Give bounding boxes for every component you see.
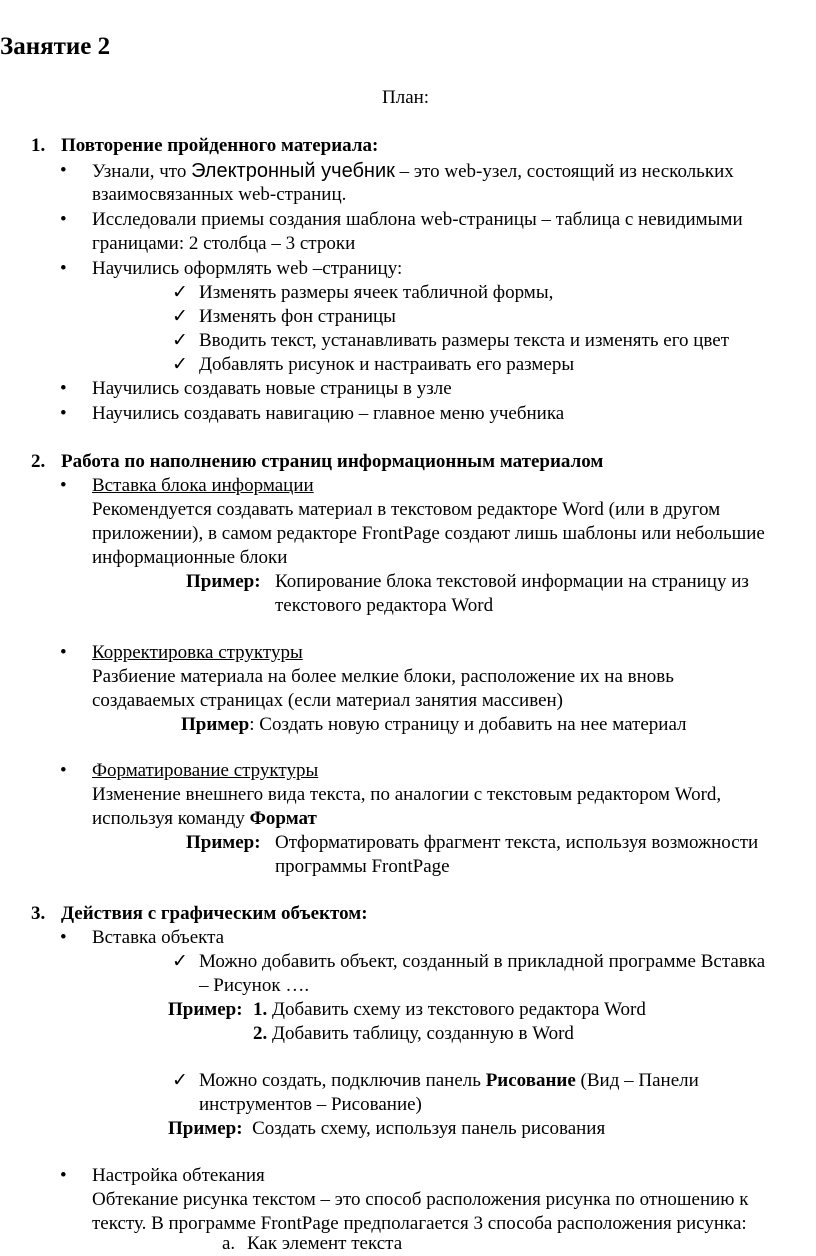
- section-3-number: 3.: [31, 903, 46, 924]
- text-part: используя команду: [92, 808, 250, 829]
- section-3-item-2-title: Настройка обтекания: [92, 1165, 265, 1186]
- bullet-icon: •: [60, 760, 67, 781]
- section-2-heading: Работа по наполнению страниц информационным материалом: [61, 451, 604, 472]
- step-text: Добавить таблицу, созданную в Word: [267, 1023, 574, 1044]
- section-3-item-1-title: Вставка объекта: [92, 927, 225, 948]
- example-label: Пример:: [186, 832, 261, 853]
- section-2-item-1-text: приложении), в самом редакторе FrontPage создают лишь шаблоны или небольшие: [92, 523, 765, 544]
- sub-item-marker: a.: [222, 1233, 236, 1254]
- section-1-bullet-2: Исследовали приемы создания шаблона web-страницы – таблица с невидимыми: [92, 209, 743, 230]
- sub-item-text: Как элемент текста: [247, 1233, 403, 1254]
- check-item: Добавлять рисунок и настраивать его размеры: [199, 354, 575, 375]
- example-line: [181, 713, 687, 737]
- section-3-heading: Действия с графическим объектом:: [61, 903, 368, 924]
- format-command: Формат: [249, 808, 317, 829]
- section-2-item-1-title: Вставка блока информации: [92, 475, 314, 496]
- check-item: Вводить текст, устанавливать размеры текста и изменять его цвет: [199, 330, 730, 351]
- text-part: Можно создать, подключив панель: [199, 1070, 486, 1091]
- example-step-1: [253, 998, 646, 1022]
- section-1-bullet-2-cont: границами: 2 столбца – 3 строки: [92, 233, 356, 254]
- term-electronic-textbook: Электронный учебник: [191, 160, 395, 182]
- bullet-icon: •: [60, 927, 67, 948]
- example-label: Пример: [181, 714, 250, 735]
- bullet-icon: •: [60, 642, 67, 663]
- bullet-icon: •: [60, 378, 67, 399]
- checkmark-icon: ✓: [172, 282, 188, 303]
- section-1-heading: Повторение пройденного материала:: [61, 135, 379, 156]
- check-item: [199, 1069, 699, 1093]
- step-text: Добавить схему из текстового редактора Word: [267, 999, 646, 1020]
- section-1-number: 1.: [31, 135, 46, 156]
- section-1-bullet-5: Научились создавать навигацию – главное меню учебника: [92, 403, 565, 424]
- example-text: Копирование блока текстовой информации на страницу из: [275, 571, 749, 592]
- section-1-bullet-1: [92, 159, 734, 184]
- check-item: Изменять размеры ячеек табличной формы,: [199, 282, 554, 303]
- section-2-item-3-text: [92, 807, 317, 831]
- bullet-icon: •: [60, 475, 67, 496]
- example-text: Создать схему, используя панель рисования: [242, 1118, 606, 1139]
- checkmark-icon: ✓: [172, 306, 188, 327]
- bullet-text: Узнали, что: [92, 161, 192, 182]
- section-2-item-3-text: Изменение внешнего вида текста, по аналогии с текстовым редактором Word,: [92, 784, 722, 805]
- bullet-icon: •: [60, 258, 67, 279]
- checkmark-icon: ✓: [172, 1070, 188, 1091]
- section-2-item-2-title: Корректировка структуры: [92, 642, 303, 663]
- section-2-item-1-text: Рекомендуется создавать материал в текстовом редакторе Word (или в другом: [92, 499, 721, 520]
- example-label: Пример:: [186, 571, 261, 592]
- section-2-item-3-title: Форматирование структуры: [92, 760, 319, 781]
- section-3-item-2-text: Обтекание рисунка текстом – это способ расположения рисунка по отношению к: [92, 1189, 749, 1210]
- section-2-item-2-text: создаваемых страницах (если материал занятия массивен): [92, 690, 564, 711]
- check-item: Можно добавить объект, созданный в прикладной программе Вставка: [199, 951, 766, 972]
- bullet-icon: •: [60, 1165, 67, 1186]
- section-2-item-2-text: Разбиение материала на более мелкие блоки, расположение их на вновь: [92, 666, 674, 687]
- example-text: : Создать новую страницу и добавить на нее материал: [249, 714, 687, 735]
- text-part: (Вид – Панели: [575, 1070, 699, 1091]
- plan-heading: План:: [382, 87, 430, 108]
- section-1-bullet-1-cont: взаимосвязанных web-страниц.: [92, 184, 347, 205]
- bullet-text: – это web-узел, состоящий из нескольких: [394, 161, 734, 182]
- example-step-2: [253, 1022, 574, 1046]
- example-text: программы FrontPage: [275, 856, 450, 877]
- check-item: Изменять фон страницы: [199, 306, 396, 327]
- page-title: Занятие 2: [0, 33, 111, 60]
- checkmark-icon: ✓: [172, 354, 188, 375]
- section-3-item-2-text: тексту. В программе FrontPage предполагается 3 способа расположения рисунка:: [92, 1213, 747, 1234]
- check-item-cont: – Рисунок ….: [199, 975, 310, 996]
- drawing-panel: Рисование: [485, 1070, 576, 1091]
- bullet-icon: •: [60, 209, 67, 230]
- example-label: Пример:: [168, 1118, 243, 1139]
- example-text: текстового редактора Word: [275, 595, 494, 616]
- example-label: Пример:: [168, 999, 243, 1020]
- section-2-number: 2.: [31, 451, 46, 472]
- checkmark-icon: ✓: [172, 951, 188, 972]
- checkmark-icon: ✓: [172, 330, 188, 351]
- step-number: 2.: [253, 1023, 268, 1044]
- step-number: 1.: [253, 999, 268, 1020]
- example-text: Отформатировать фрагмент текста, используя возможности: [275, 832, 759, 853]
- section-1-bullet-3: Научились оформлять web –страницу:: [92, 258, 403, 279]
- bullet-icon: •: [60, 403, 67, 424]
- section-2-item-1-text: информационные блоки: [92, 547, 288, 568]
- example-line: [168, 1117, 605, 1141]
- section-1-bullet-4: Научились создавать новые страницы в узле: [92, 378, 452, 399]
- bullet-icon: •: [60, 160, 67, 181]
- check-item-cont: инструментов – Рисование): [199, 1094, 422, 1115]
